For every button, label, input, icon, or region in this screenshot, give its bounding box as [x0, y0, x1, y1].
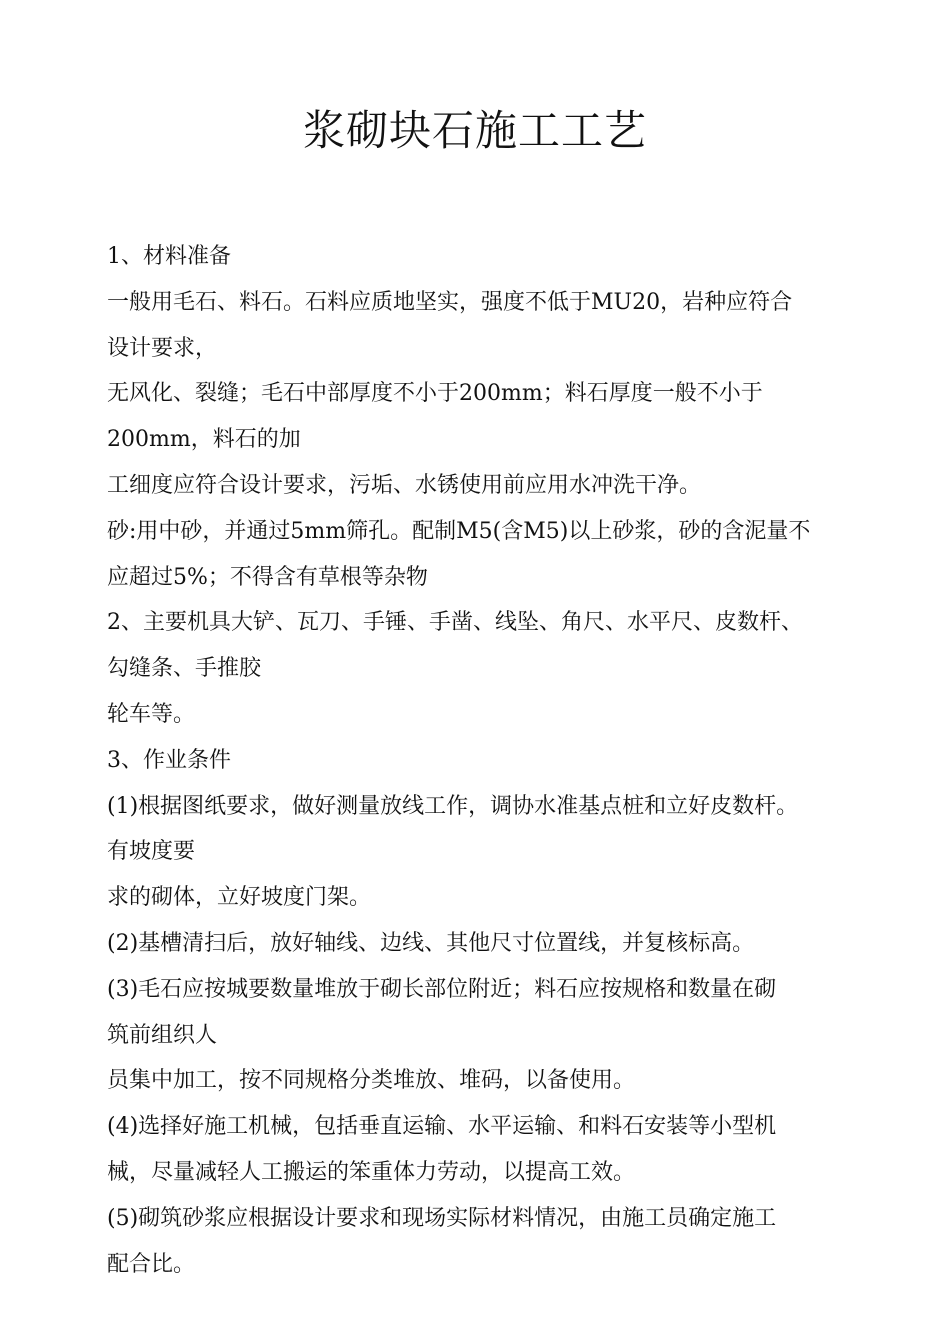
text-line: 一般用毛石、料石。石料应质地坚实，强度不低于MU20，岩种应符合 [107, 289, 793, 315]
text-line: 有坡度要 [107, 839, 196, 865]
text-line: 械，尽量减轻人工搬运的笨重体力劳动，以提高工效。 [107, 1159, 636, 1185]
text-line: 200mm，料石的加 [107, 427, 301, 453]
text-line: 设计要求， [107, 335, 218, 361]
text-line: (4)选择好施工机械，包括垂直运输、水平运输、和料石安装等小型机 [107, 1114, 777, 1140]
text-line: (5)砌筑砂浆应根据设计要求和现场实际材料情况，由施工员确定施工 [107, 1205, 777, 1231]
text-line: 无风化、裂缝；毛石中部厚度不小于200mm；料石厚度一般不小于 [107, 381, 763, 407]
page-title: 浆砌块石施工工艺 [302, 106, 647, 155]
text-line: 员集中加工，按不同规格分类堆放、堆码，以备使用。 [107, 1068, 636, 1094]
text-line: 3、作业条件 [107, 747, 231, 773]
text-line: 勾缝条、手推胶 [107, 656, 262, 682]
text-line: 砂:用中砂，并通过5mm筛孔。配制M5(含M5)以上砂浆，砂的含泥量不 [107, 518, 811, 544]
text-line: (1)根据图纸要求，做好测量放线工作，调协水准基点桩和立好皮数杆。 [107, 793, 799, 819]
text-line: 工细度应符合设计要求，污垢、水锈使用前应用水冲洗干净。 [107, 472, 702, 498]
text-line: 求的砌体，立好坡度门架。 [107, 885, 372, 911]
text-line: (2)基槽清扫后，放好轴线、边线、其他尺寸位置线，并复核标高。 [107, 930, 755, 956]
text-line: 配合比。 [107, 1251, 196, 1277]
text-line: 2、主要机具大铲、瓦刀、手锤、手凿、线坠、角尺、水平尺、皮数杆、 [107, 610, 803, 636]
text-line: (3)毛石应按城要数量堆放于砌长部位附近；料石应按规格和数量在砌 [107, 976, 777, 1002]
document-body [107, 234, 867, 1287]
text-line: 筑前组织人 [107, 1022, 218, 1048]
text-line: 1、材料准备 [107, 244, 231, 269]
text-line: 轮车等。 [107, 701, 196, 727]
text-line: 应超过5%；不得含有草根等杂物 [107, 564, 428, 590]
